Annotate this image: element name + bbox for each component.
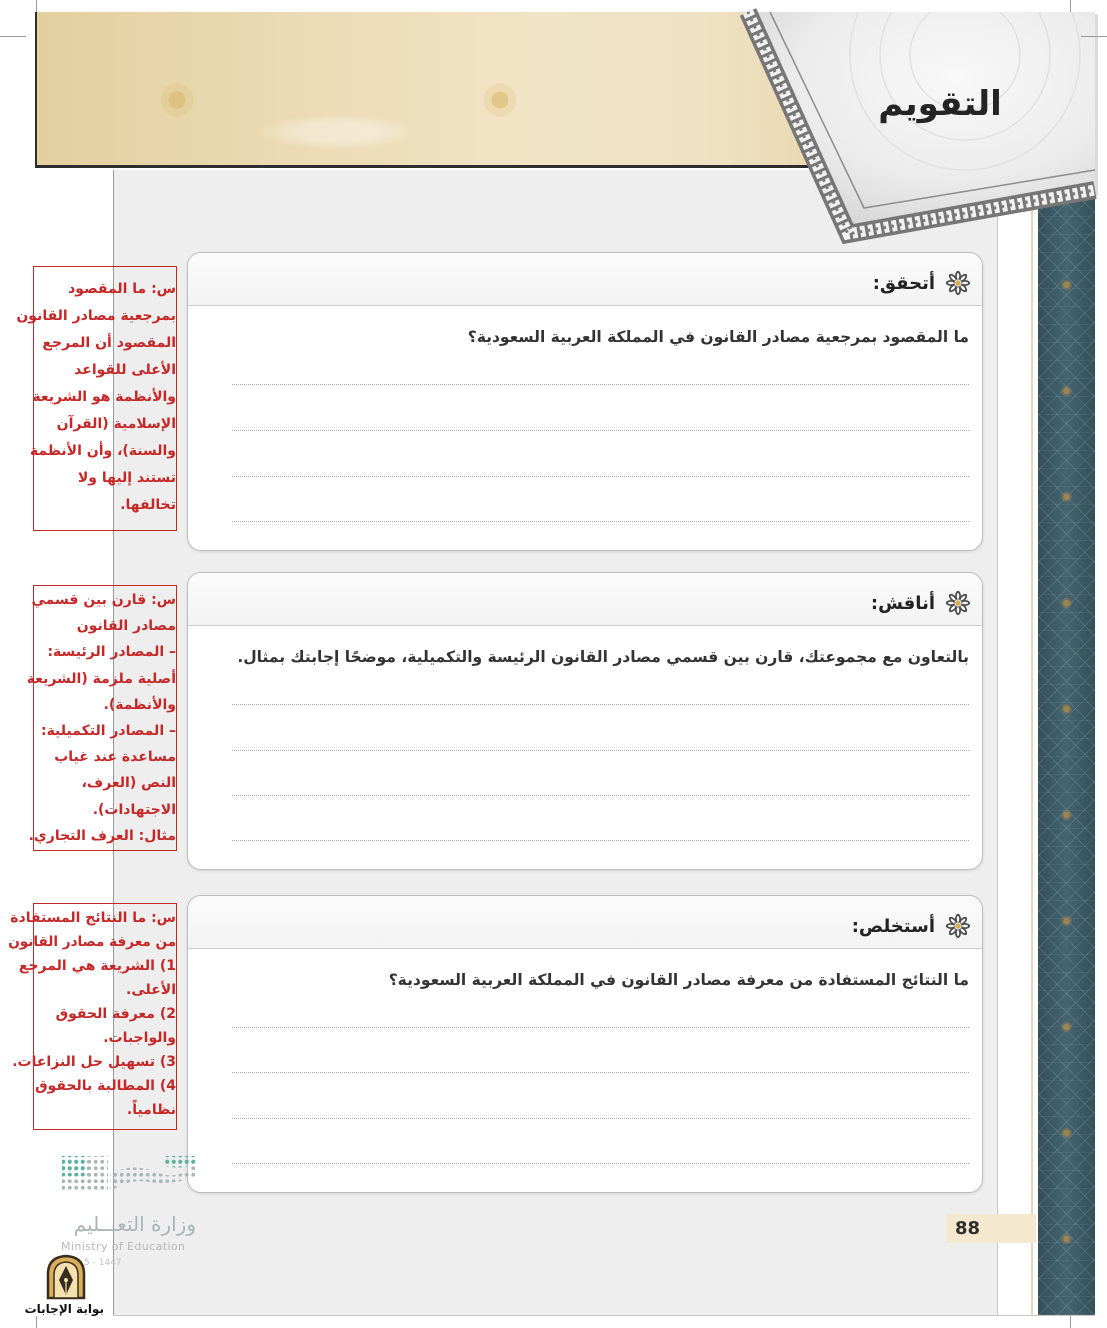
answer-line bbox=[232, 476, 969, 477]
answer-note-line: 2) معرفة الحقوق bbox=[55, 1006, 176, 1022]
answer-note bbox=[8, 903, 177, 1130]
answer-note bbox=[16, 266, 177, 531]
answer-line bbox=[232, 384, 969, 385]
answer-note-line: مساعدة عند غياب bbox=[54, 749, 176, 766]
rosette-icon bbox=[945, 913, 971, 939]
answer-line bbox=[232, 1027, 969, 1028]
answer-line bbox=[232, 795, 969, 796]
answer-note-line: نظامياً. bbox=[126, 1102, 176, 1118]
answer-note bbox=[26, 585, 177, 851]
ornament-edge-line bbox=[1031, 170, 1033, 1315]
page-title: التقويم bbox=[878, 84, 1002, 124]
answer-line bbox=[232, 1072, 969, 1073]
answer-note-line: المقصود أن المرجع bbox=[42, 335, 176, 351]
answer-line bbox=[232, 750, 969, 751]
answer-note-line: 1) الشريعة هي المرجع bbox=[18, 958, 176, 974]
answers-gateway-label: بوابة الإجابات bbox=[24, 1302, 104, 1316]
crop-mark bbox=[36, 1316, 37, 1328]
crop-mark bbox=[1070, 1316, 1071, 1328]
section-header bbox=[188, 253, 982, 306]
ministry-name-english: Ministry of Education bbox=[61, 1240, 186, 1253]
answer-line bbox=[232, 1118, 969, 1119]
answer-note-line: س: قارن بين قسمي bbox=[31, 592, 176, 608]
ministry-name-area bbox=[60, 1210, 196, 1238]
side-ornament-strip bbox=[1038, 185, 1095, 1315]
answer-note-line: 4) المطالبة بالحقوق bbox=[35, 1078, 176, 1094]
answer-line bbox=[232, 521, 969, 522]
conclude-section-box bbox=[187, 895, 983, 1193]
question-area bbox=[228, 325, 969, 349]
page-bottom-line bbox=[113, 1315, 1095, 1316]
answer-note-line: الأعلى للقواعد bbox=[74, 362, 176, 378]
discuss-section-box bbox=[187, 572, 983, 870]
check-section-box bbox=[187, 252, 983, 551]
answers-gateway-logo-icon bbox=[44, 1254, 88, 1300]
right-margin-line bbox=[997, 170, 998, 1315]
answer-note-line: والأنظمة). bbox=[103, 696, 176, 713]
answer-note-line: والسنة)، وأن الأنظمة bbox=[29, 443, 176, 459]
answer-note-line: مصادر القانون bbox=[76, 618, 176, 635]
answer-note-line: الإسلامية (القرآن bbox=[56, 416, 176, 432]
section-question: ما النتائج المستفادة من معرفة مصادر القانون في المملكة العربية السعودية؟ bbox=[388, 971, 969, 989]
question-area bbox=[228, 968, 969, 992]
answer-note-line: والأنظمة هو الشريعة bbox=[32, 389, 176, 405]
section-title: أستخلص: bbox=[851, 916, 935, 937]
answer-line bbox=[232, 1163, 969, 1164]
ministry-years: 5 - 1447 bbox=[84, 1258, 122, 1268]
answer-note-line: النص (العرف، bbox=[81, 775, 176, 792]
answer-note-line: – المصادر التكميلية: bbox=[40, 723, 176, 740]
rosette-icon bbox=[945, 270, 971, 296]
section-header bbox=[188, 896, 982, 949]
crop-mark bbox=[0, 36, 26, 37]
answer-note-line: تستند إليها ولا bbox=[77, 470, 176, 486]
section-title: أتحقق: bbox=[872, 273, 935, 294]
crop-mark bbox=[1081, 36, 1107, 37]
section-header bbox=[188, 573, 982, 626]
title-panel bbox=[0, 0, 1107, 250]
answer-note-line: من معرفة مصادر القانون bbox=[8, 934, 176, 950]
answer-line bbox=[232, 704, 969, 705]
section-question: بالتعاون مع مجموعتك، قارن بين قسمي مصادر القانون الرئيسة والتكميلية، موضحًا إجابتك بمثال. bbox=[237, 648, 969, 666]
answer-note-line: س: ما المقصود bbox=[68, 281, 176, 297]
ministry-logo-icon bbox=[60, 1152, 200, 1198]
answer-note-line: والواجبات. bbox=[103, 1030, 176, 1046]
answer-note-line: الأعلى. bbox=[126, 982, 176, 998]
section-title: أناقش: bbox=[870, 593, 935, 614]
answer-note-line: تخالفها. bbox=[120, 497, 176, 513]
answer-line bbox=[232, 430, 969, 431]
rosette-icon bbox=[945, 590, 971, 616]
section-question: ما المقصود بمرجعية مصادر القانون في المملكة العربية السعودية؟ bbox=[467, 328, 969, 346]
crop-mark bbox=[36, 0, 37, 12]
crop-mark bbox=[1070, 0, 1071, 12]
answer-note-line: بمرجعية مصادر القانون bbox=[16, 308, 176, 324]
answer-note-line: 3) تسهيل حل النزاعات. bbox=[12, 1054, 176, 1070]
answer-line bbox=[232, 840, 969, 841]
answer-note-line: أصلية ملزمة (الشريعة bbox=[26, 670, 176, 687]
answer-note-line: – المصادر الرئيسة: bbox=[47, 644, 176, 661]
answer-note-line: الاجتهادات). bbox=[92, 801, 176, 818]
ministry-name-arabic: وزارة التعـــليم bbox=[73, 1212, 196, 1236]
answer-note-line: س: ما النتائج المستفادة bbox=[10, 910, 176, 926]
answer-note-line: مثال: العرف التجاري. bbox=[28, 827, 176, 844]
question-area bbox=[228, 645, 969, 669]
page-number: 88 bbox=[946, 1214, 1036, 1243]
